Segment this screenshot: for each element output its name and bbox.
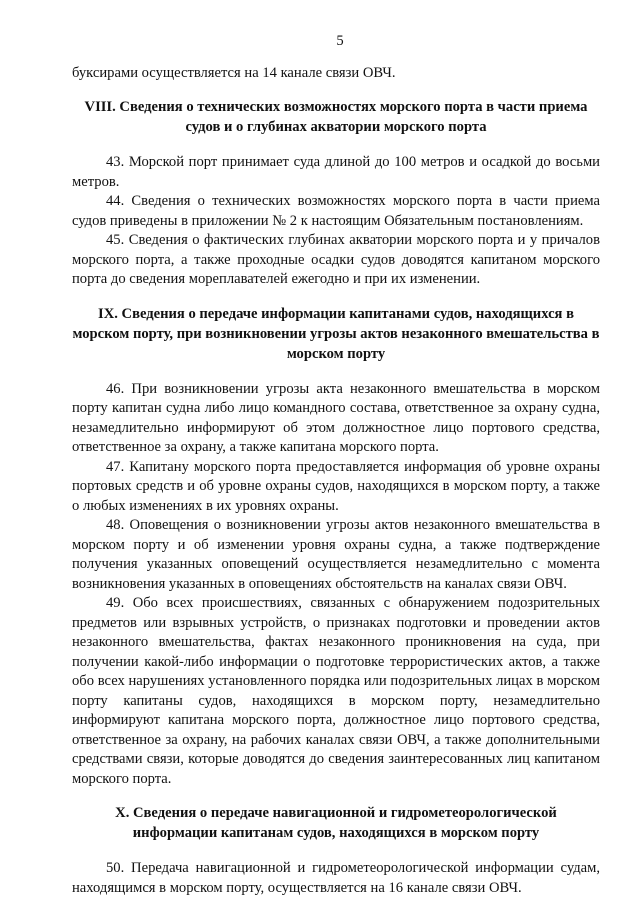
page-number: 5 — [336, 33, 344, 49]
paragraph-46: 46. При возникновении угрозы акта незаконного вмешательства в морском порту капитан судна либо лицо командного состава, ответственное за охрану судна, незамедлительно информируют об этом должностное лицо портового средства, ответственное за охрану, а также капитана морского порта. — [72, 380, 600, 455]
paragraph-47: 47. Капитану морского порта предоставляется информация об уровне охраны портовых средств и об уровне охраны судов, находящихся в морском порту, а также о любых изменениях в их уровнях охраны. — [72, 458, 600, 514]
section-x — [72, 803, 600, 898]
carry-over-text: буксирами осуществляется на 14 канале связи ОВЧ. — [72, 64, 396, 81]
paragraph-50: 50. Передача навигационной и гидрометеорологической информации судам, находящимся в морском порту, осуществляется на 16 канале связи ОВЧ. — [72, 860, 600, 896]
section-heading: X. Сведения о передаче навигационной и гидрометеорологической информации капитанам судов, находящихся в морском порту — [115, 805, 557, 841]
section-viii — [72, 97, 600, 290]
paragraph-45: 45. Сведения о фактических глубинах акватории морского порта и у причалов морского порта, а также проходные осадки судов доводятся капитаном морского порта до сведения мореплавателей ежегодно и при их изменении. — [72, 232, 600, 287]
paragraph-43: 43. Морской порт принимает суда длиной до 100 метров и осадкой до восьми метров. — [72, 154, 600, 190]
paragraph-44: 44. Сведения о технических возможностях морского порта в части приема судов приведены в приложении № 2 к настоящим Обязательным постановлениям. — [72, 193, 600, 229]
section-ix — [72, 304, 600, 790]
section-heading: VIII. Сведения о технических возможностях морского порта в части приема судов и о глубинах акватории морского порта — [84, 99, 588, 135]
section-heading: IX. Сведения о передаче информации капитанами судов, находящихся в морском порту, при возникновении угрозы актов незаконного вмешательства в морском порту — [72, 305, 600, 362]
paragraph-49: 49. Обо всех происшествиях, связанных с обнаружением подозрительных предметов или взрывных устройств, о признаках подготовки и проведении актов незаконного вмешательства, фактах незаконного проникновения на суда, при получении какой-либо информации о подготовке террористических актов, а также обо всех нарушениях установленного порядка или подозрительных лицах в морском порту капитаны судов, находящихся в морском порту, незамедлительно информируют капитана морского порта, должностное лицо портового средства, ответственное за охрану, на рабочих каналах связи ОВЧ, а также дополнительными средствами связи, которые доводятся до сведения заинтересованных лиц капитаном морского порта. — [72, 595, 600, 787]
paragraph-48: 48. Оповещения о возникновении угрозы актов незаконного вмешательства в морском порту и об изменении уровня охраны судна, а также подтверждение получения указанных оповещений осуществляется незамедлительно с момента возникновения указанных в оповещениях обстоятельств на каналах связи ОВЧ. — [72, 517, 600, 592]
